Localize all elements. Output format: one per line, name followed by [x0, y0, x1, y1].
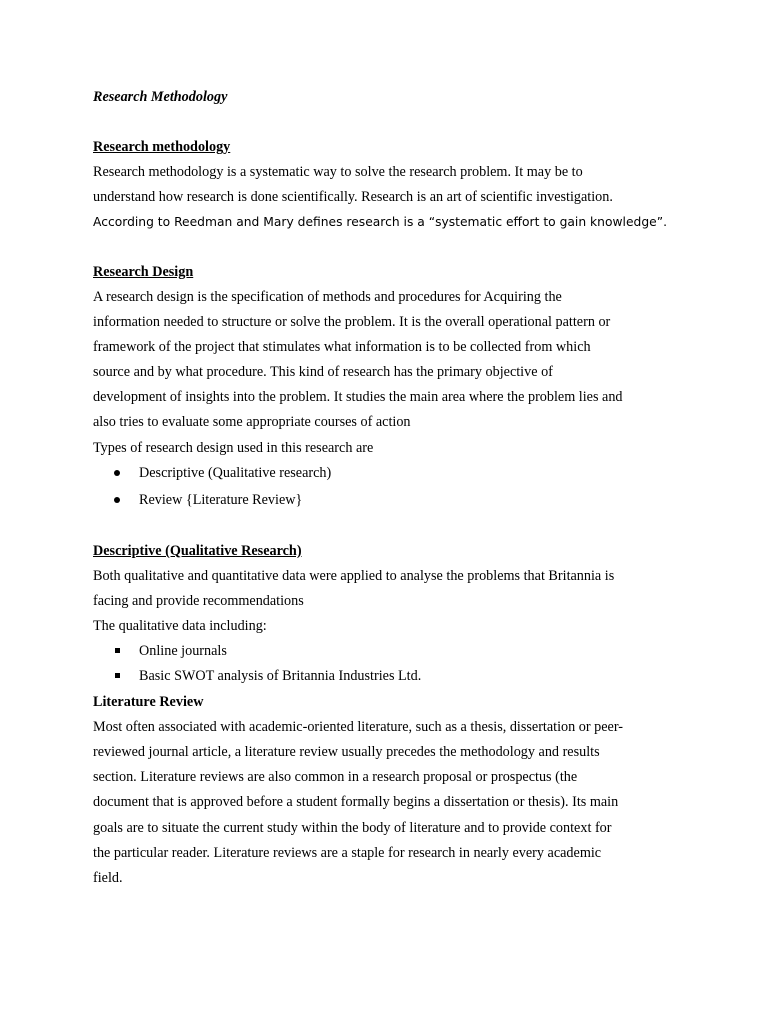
- paragraph-line: information needed to structure or solve the problem. It is the overall operational pattern or: [93, 314, 611, 330]
- square-bullet-icon: [115, 648, 120, 653]
- paragraph-line: source and by what procedure. This kind of research has the primary objective of: [93, 364, 553, 380]
- paragraph-line: Both qualitative and quantitative data were applied to analyse the problems that Britannia is: [93, 568, 615, 584]
- heading-literature-review: Literature Review: [93, 694, 204, 710]
- paragraph-line: The qualitative data including:: [93, 618, 267, 634]
- paragraph-line: reviewed journal article, a literature review usually precedes the methodology and results: [93, 744, 600, 760]
- list-item: Review {Literature Review}: [139, 492, 303, 508]
- paragraph-line: A research design is the specification of methods and procedures for Acquiring the: [93, 289, 562, 305]
- paragraph-line: According to Reedman and Mary defines research is a “systematic effort to gain knowledge”.: [93, 215, 667, 229]
- heading-research-design: Research Design: [93, 264, 194, 280]
- document-title: Research Methodology: [93, 89, 228, 105]
- paragraph-line: goals are to situate the current study within the body of literature and to provide context for: [93, 820, 612, 836]
- paragraph-line: field.: [93, 870, 123, 886]
- paragraph-line: framework of the project that stimulates what information is to be collected from which: [93, 339, 591, 355]
- paragraph-line: the particular reader. Literature reviews are a staple for research in nearly every academic: [93, 845, 602, 861]
- square-bullet-icon: [115, 673, 120, 678]
- heading-research-methodology: Research methodology: [93, 139, 231, 155]
- list-item: Basic SWOT analysis of Britannia Industries Ltd.: [139, 668, 422, 684]
- paragraph-line: section. Literature reviews are also common in a research proposal or prospectus (the: [93, 769, 578, 785]
- paragraph-line: Types of research design used in this research are: [93, 440, 374, 456]
- bullet-icon: [114, 497, 120, 503]
- paragraph-line: facing and provide recommendations: [93, 593, 304, 609]
- paragraph-line: Most often associated with academic-oriented literature, such as a thesis, dissertation or peer-: [93, 719, 623, 735]
- paragraph-line: also tries to evaluate some appropriate courses of action: [93, 414, 411, 430]
- list-item: Descriptive (Qualitative research): [139, 465, 332, 481]
- list-item: Online journals: [139, 643, 227, 659]
- paragraph-line: development of insights into the problem. It studies the main area where the problem lies and: [93, 389, 623, 405]
- paragraph-line: understand how research is done scientifically. Research is an art of scientific investigation.: [93, 189, 613, 205]
- heading-descriptive: Descriptive (Qualitative Research): [93, 543, 302, 559]
- paragraph-line: Research methodology is a systematic way to solve the research problem. It may be to: [93, 164, 583, 180]
- bullet-icon: [114, 470, 120, 476]
- paragraph-line: document that is approved before a student formally begins a dissertation or thesis). Its main: [93, 794, 619, 810]
